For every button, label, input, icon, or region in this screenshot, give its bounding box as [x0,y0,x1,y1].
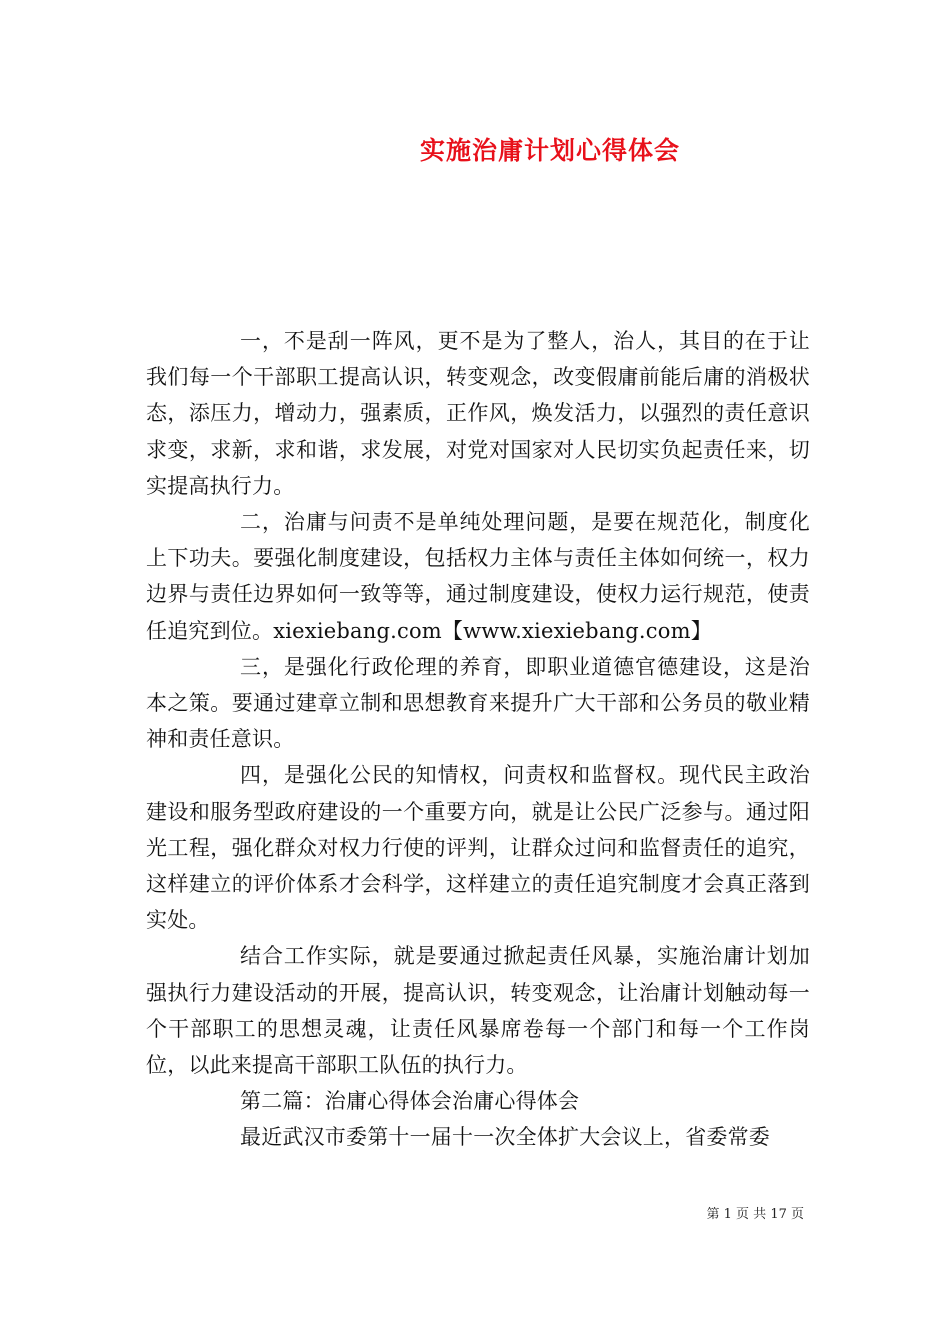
document-title: 实施治庸计划心得体会 [419,136,680,165]
section-heading: 第二篇：治庸心得体会治庸心得体会 [240,1089,580,1114]
paragraph-3: 三，是强化行政伦理的养育，即职业道德官德建设，这是治本之策。要通过建章立制和思想教育来提升广大干部和公务员的敬业精神和责任意识。 [146,654,810,752]
document-body [146,323,810,1156]
paragraph-6: 最近武汉市委第十一届十一次全体扩大会议上，省委常委 [240,1125,770,1150]
page-number: 第 1 页 共 17 页 [706,1207,804,1222]
paragraph-1: 一，不是刮一阵风，更不是为了整人，治人，其目的在于让我们每一个干部职工提高认识，转变观念，改变假庸前能后庸的消极状态，添压力，增动力，强素质，正作风，焕发活力，以强烈的责任意识求变，求新，求和谐，求发展，对党对国家对人民切实负起责任来，切实提高执行力。 [146,329,810,498]
paragraph-4: 四，是强化公民的知情权，问责权和监督权。现代民主政治建设和服务型政府建设的一个重要方向，就是让公民广泛参与。通过阳光工程，强化群众对权力行使的评判，让群众过问和监督责任的追究，这样建立的评价体系才会科学，这样建立的责任追究制度才会真正落到实处。 [146,763,810,933]
paragraph-2: 二，治庸与问责不是单纯处理问题，是要在规范化，制度化上下功夫。要强化制度建设，包括权力主体与责任主体如何统一，权力边界与责任边界如何一致等等，通过制度建设，使权力运行规范，使责任追究到位。xiexiebang.com【www.xiexiebang.com】 [146,510,810,643]
paragraph-5: 结合工作实际，就是要通过掀起责任风暴，实施治庸计划加强执行力建设活动的开展，提高认识，转变观念，让治庸计划触动每一个干部职工的思想灵魂，让责任风暴席卷每一个部门和每一个工作岗位，以此来提高干部职工队伍的执行力。 [146,944,810,1078]
